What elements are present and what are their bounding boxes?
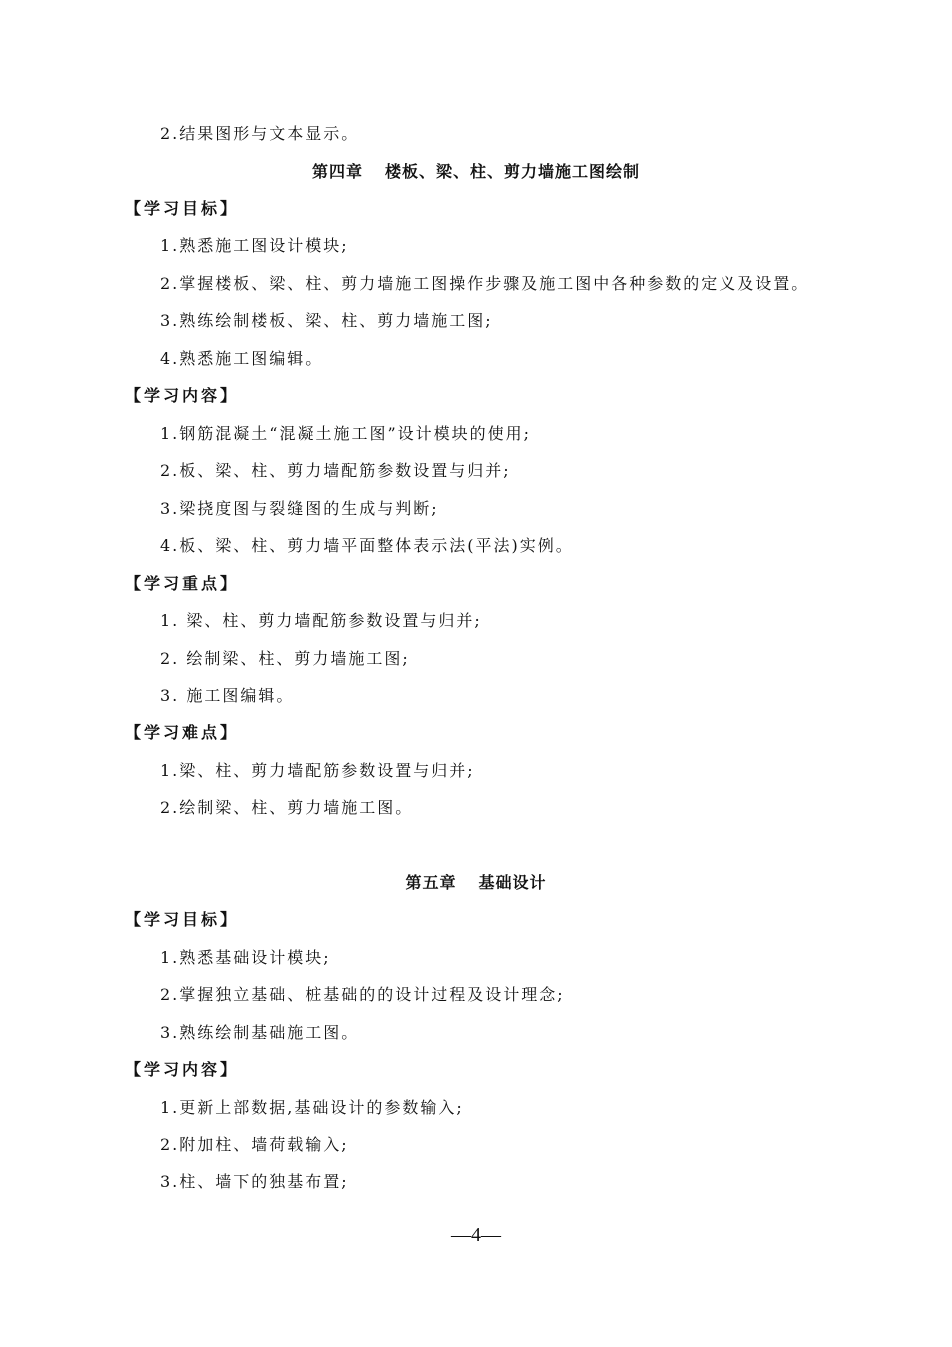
chapter-title xyxy=(0,873,952,893)
chapter-name: 楼板、梁、柱、剪力墙施工图绘制 xyxy=(385,162,641,181)
list-item: 2.结果图形与文本显示。 xyxy=(160,124,360,143)
list-item: 2.掌握独立基础、桩基础的的设计过程及设计理念; xyxy=(160,985,565,1004)
list-item: 3.梁挠度图与裂缝图的生成与判断; xyxy=(160,499,439,518)
chapter-name: 基础设计 xyxy=(478,873,547,892)
list-item: 2.掌握楼板、梁、柱、剪力墙施工图操作步骤及施工图中各种参数的定义及设置。 xyxy=(160,274,810,293)
section-heading: 【学习内容】 xyxy=(125,1060,240,1079)
list-item: 2.绘制梁、柱、剪力墙施工图。 xyxy=(160,798,414,817)
list-item: 1.更新上部数据,基础设计的参数输入; xyxy=(160,1098,464,1117)
list-item: 4.板、梁、柱、剪力墙平面整体表示法(平法)实例。 xyxy=(160,536,574,555)
list-item: 1.梁、柱、剪力墙配筋参数设置与归并; xyxy=(160,761,475,780)
section-heading: 【学习重点】 xyxy=(125,574,240,593)
section-heading: 【学习目标】 xyxy=(125,910,240,929)
list-item: 3. 施工图编辑。 xyxy=(160,686,295,705)
list-item: 2.板、梁、柱、剪力墙配筋参数设置与归并; xyxy=(160,461,511,480)
chapter-number: 第五章 xyxy=(405,873,457,892)
list-item: 1. 梁、柱、剪力墙配筋参数设置与归并; xyxy=(160,611,482,630)
list-item: 3.熟练绘制楼板、梁、柱、剪力墙施工图; xyxy=(160,311,493,330)
chapter-number: 第四章 xyxy=(311,162,363,181)
list-item: 1.钢筋混凝土“混凝土施工图”设计模块的使用; xyxy=(160,424,532,443)
list-item: 3.熟练绘制基础施工图。 xyxy=(160,1023,360,1042)
list-item: 1.熟悉施工图设计模块; xyxy=(160,236,349,255)
list-item: 4.熟悉施工图编辑。 xyxy=(160,349,324,368)
list-item: 2.附加柱、墙荷载输入; xyxy=(160,1135,349,1154)
list-item: 2. 绘制梁、柱、剪力墙施工图; xyxy=(160,649,410,668)
section-heading: 【学习内容】 xyxy=(125,386,240,405)
list-item: 1.熟悉基础设计模块; xyxy=(160,948,331,967)
section-heading: 【学习难点】 xyxy=(125,723,240,742)
page-number: —4— xyxy=(451,1224,501,1246)
list-item: 3.柱、墙下的独基布置; xyxy=(160,1172,349,1191)
chapter-title xyxy=(0,162,952,182)
section-heading: 【学习目标】 xyxy=(125,199,240,218)
